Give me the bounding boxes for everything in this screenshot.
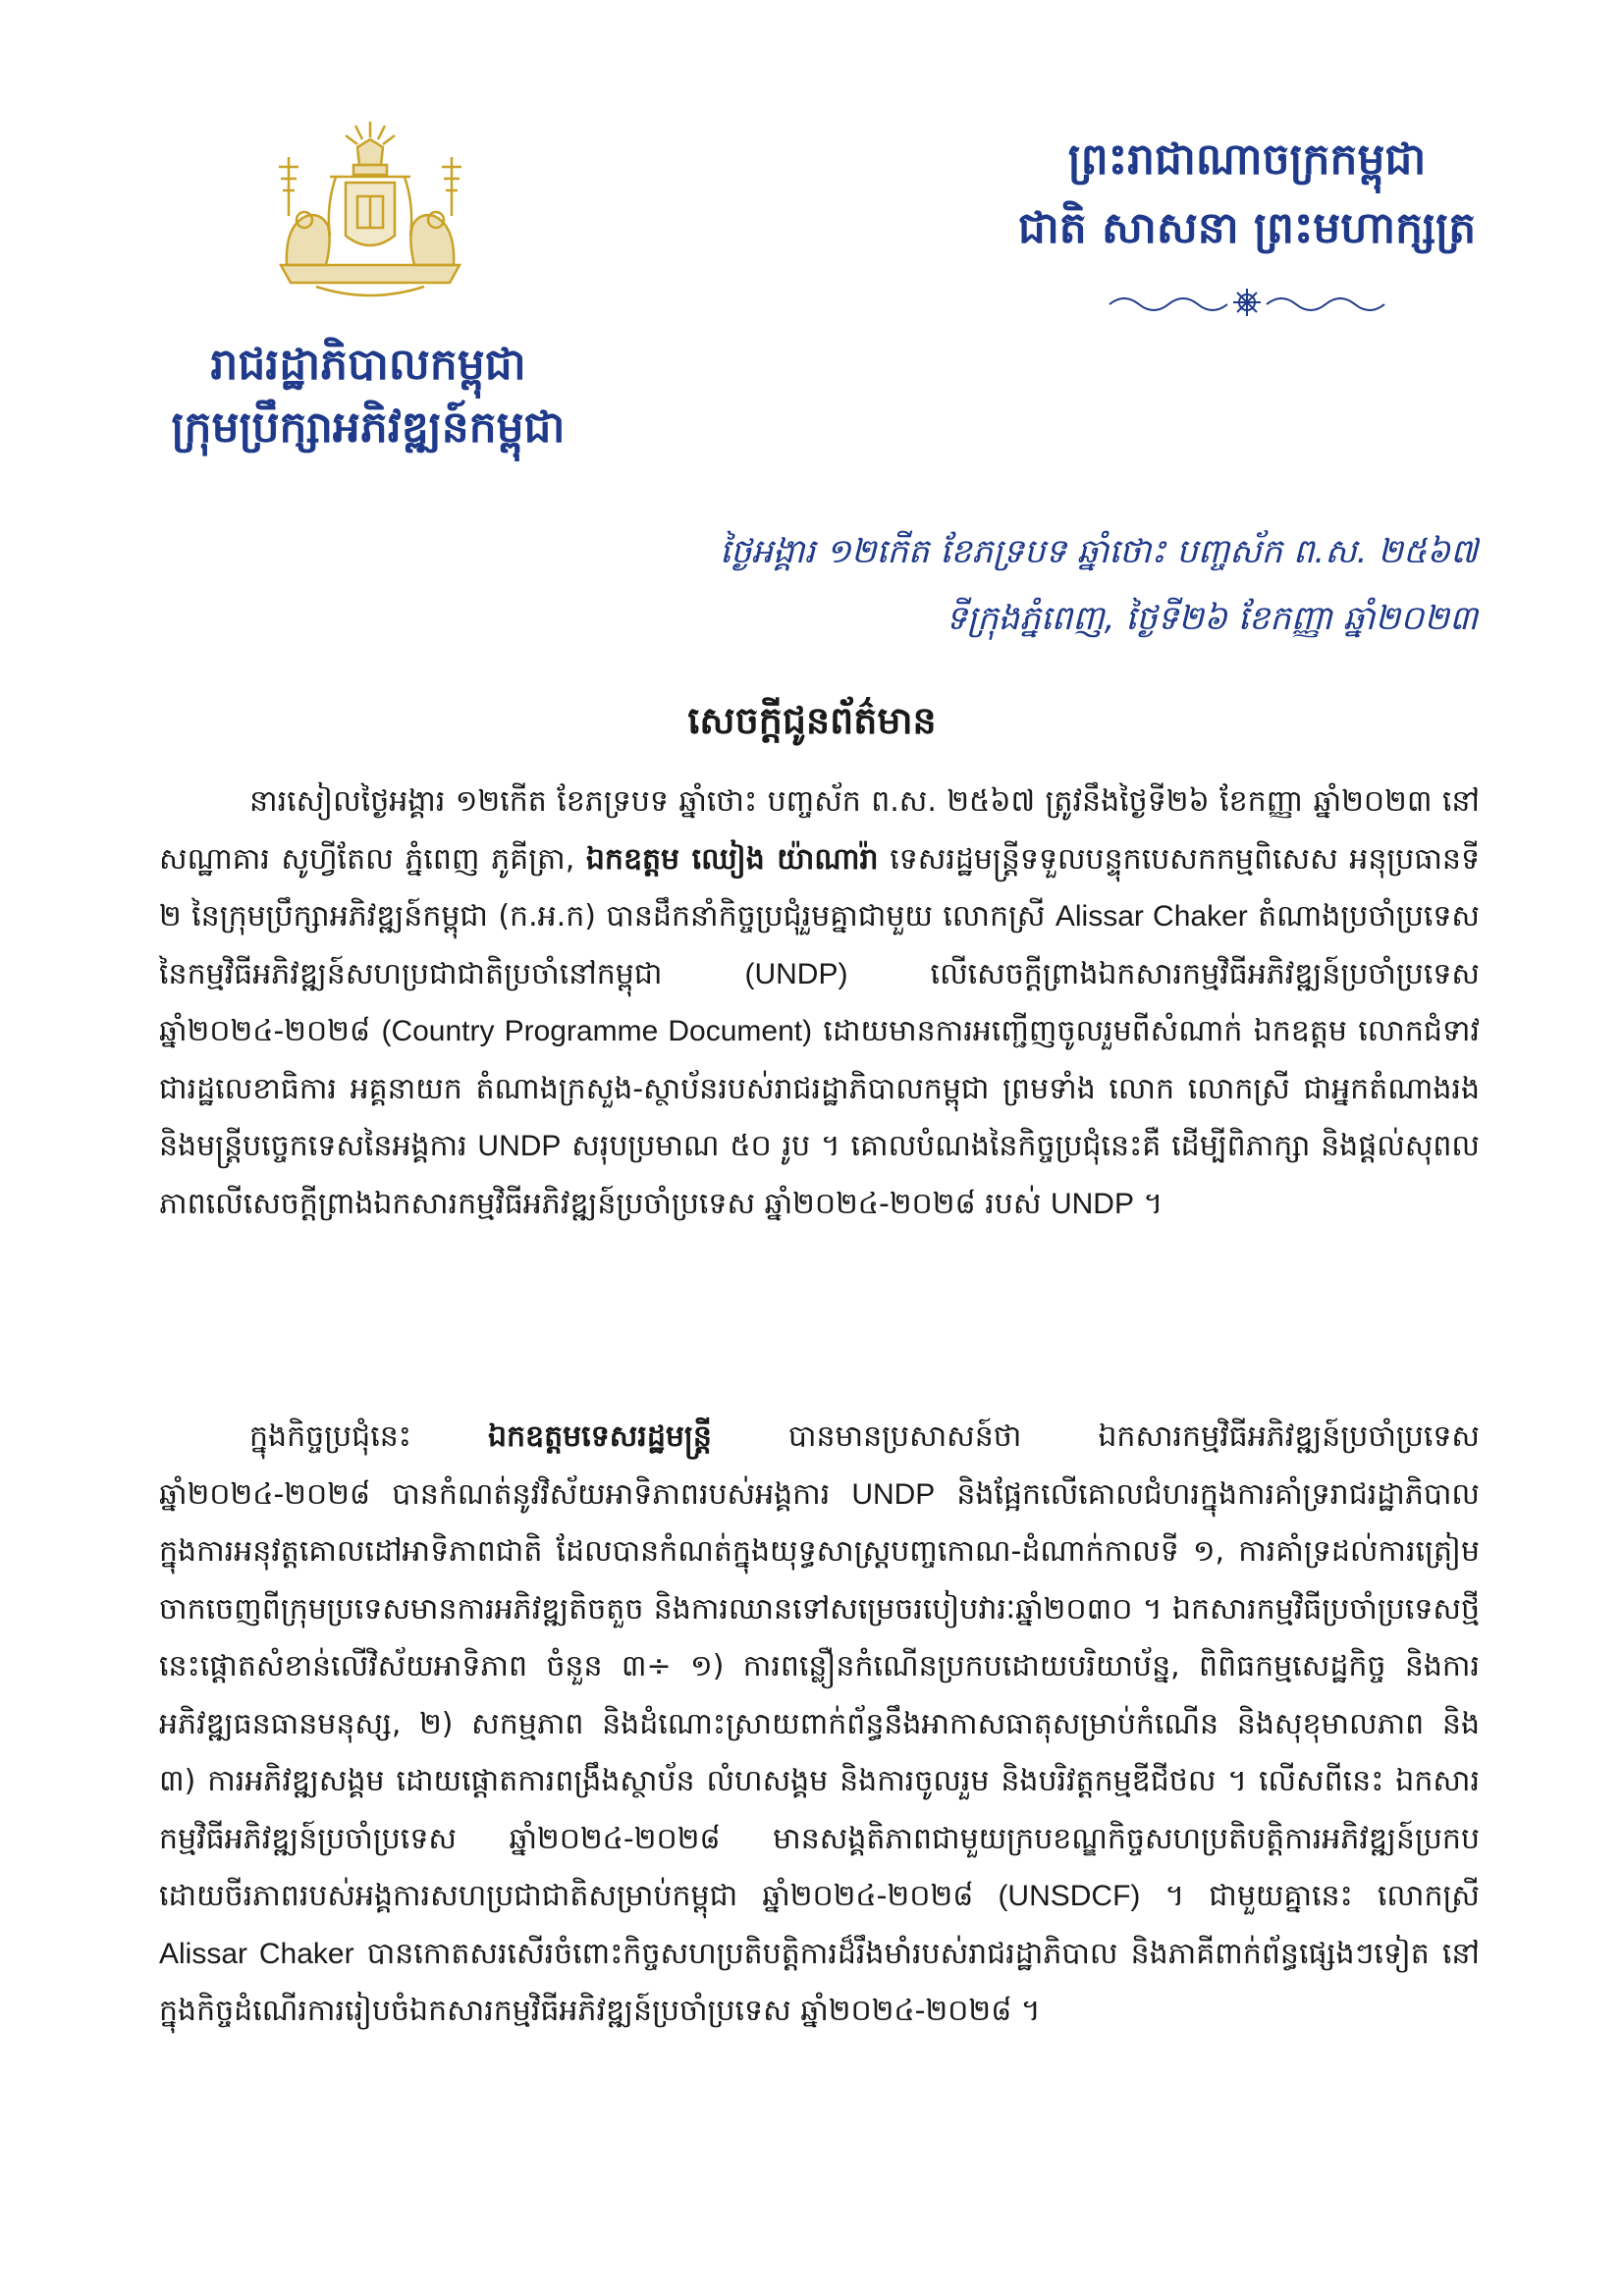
- p1-text-c: តំណាងប្រចាំប្រទេសនៃកម្មវិធីអភិវឌ្ឍន៍សហប្រជាជាតិប្រចាំនៅកម្ពុជា: [159, 899, 1480, 991]
- p1-text-a: នារសៀលថ្ងៃអង្គារ ១២កើត ខែភទ្របទ ឆ្នាំថោះ បញ្ចស័ក ព.ស. ២៥៦៧ ត្រូវនឹងថ្ងៃទី២៦ ខែកញ្ញា ឆ្នាំ២០២៣ នៅសណ្ឋាគារ សូហ្វីតែល ភ្នំពេញ ភូគីត្រា,: [159, 784, 1480, 877]
- kingdom-heading: [972, 126, 1522, 263]
- paragraph-2: [159, 1409, 1480, 2041]
- document-title: សេចក្តីជូនព័ត៌មាន: [687, 699, 937, 742]
- lunar-date: ថ្ងៃអង្គារ ១២កើត ខែភទ្របទ ឆ្នាំថោះ បញ្ចស័ក ព.ស. ២៥៦៧: [720, 532, 1478, 571]
- p1-bold-name: ឯកឧត្តម ឈៀង យ៉ាណារ៉ា: [585, 841, 879, 877]
- ministry-heading: [147, 334, 589, 459]
- p2-text-d: ។ ជាមួយគ្នានេះ លោកស្រី: [1140, 1879, 1480, 1913]
- national-motto: ជាតិ សាសនា ព្រះមហាក្សត្រ: [1017, 203, 1477, 253]
- p2-text-e: បានកោតសរសើរចំពោះកិច្ចសហប្រតិបត្តិការដ៏រឹងមាំរបស់រាជរដ្ឋាភិបាល និងភាគីពាក់ព័ន្ធផ្សេងៗទៀត នៅក្នុងកិច្ចដំណើរការរៀបចំឯកសារកម្មវិធីអភិវឌ្ឍន៍ប្រចាំប្រទេស ឆ្នាំ២០២៤-២០២៨ ។: [159, 1936, 1480, 2028]
- p1-latin-undp-2: UNDP: [477, 1130, 562, 1162]
- p2-latin-unsdcf: (UNSDCF): [998, 1880, 1141, 1912]
- p2-latin-name: Alissar Chaker: [159, 1937, 354, 1970]
- royal-coat-of-arms-emblem: [267, 118, 473, 314]
- p1-text-d: លើសេចក្តីព្រាងឯកសារកម្មវិធីអភិវឌ្ឍន៍ប្រចាំប្រទេស ឆ្នាំ២០២៤-២០២៨: [159, 956, 1480, 1048]
- p1-text-f: សរុបប្រមាណ ៥០ រូប ។ គោលបំណងនៃកិច្ចប្រជុំនេះគឺ ដើម្បីពិភាក្សា និងផ្តល់សុពលភាពលើសេចក្តីព្រាងឯកសារកម្មវិធីអភិវឌ្ឍន៍ប្រចាំប្រទេស ឆ្នាំ២០២៤-២០២៨ របស់: [159, 1129, 1480, 1221]
- p1-latin-name: Alissar Chaker: [1055, 900, 1248, 933]
- p2-bold-title: ឯកឧត្តមទេសរដ្ឋមន្ត្រី: [487, 1419, 712, 1454]
- p2-text-c: និងផ្អែកលើគោលជំហរក្នុងការគាំទ្ររាជរដ្ឋាភិបាលក្នុងការអនុវត្តគោលដៅអាទិភាពជាតិ ដែលបានកំណត់ក្នុងយុទ្ធសាស្ត្របញ្ចកោណ-ដំណាក់កាលទី ១, ការគាំទ្រដល់ការត្រៀមចាកចេញពីក្រុមប្រទេសមានការអភិវឌ្ឍតិចតួច និងការឈានទៅសម្រេចរបៀបវារៈឆ្នាំ២០៣០ ។ ឯកសារកម្មវិធីប្រចាំប្រទេសថ្មីនេះផ្តោតសំខាន់លើវិស័យអាទិភាព ចំនួន ៣÷ ១) ការពន្លឿនកំណើនប្រកបដោយបរិយាប័ន្ន, ពិពិធកម្មសេដ្ឋកិច្ច និងការអភិវឌ្ឍធនធានមនុស្ស, ២) សកម្មភាព និងដំណោះស្រាយពាក់ព័ន្ធនឹងអាកាសធាតុសម្រាប់កំណើន និងសុខុមាលភាព និង ៣) ការអភិវឌ្ឍសង្គម ដោយផ្តោតការពង្រឹងស្ថាប័ន លំហសង្គម និងការចូលរួម និងបរិវត្តកម្មឌីជីថល ។ លើសពីនេះ ឯកសារកម្មវិធីអភិវឌ្ឍន៍ប្រចាំប្រទេស ឆ្នាំ២០២៤-២០២៨ មានសង្គតិភាពជាមួយក្របខណ្ឌកិច្ចសហប្រតិបត្តិការអភិវឌ្ឍន៍ប្រកបដោយចីរភាពរបស់អង្គការសហប្រជាជាតិសម្រាប់កម្ពុជា ឆ្នាំ២០២៤-២០២៨: [159, 1476, 1480, 1913]
- solar-date: ទីក្រុងភ្នំពេញ, ថ្ងៃទី២៦ ខែកញ្ញា ឆ្នាំ២០២៣: [946, 599, 1478, 638]
- p1-latin-cpd: (Country Programme Document): [381, 1015, 813, 1047]
- p1-latin-undp-3: UNDP: [1050, 1187, 1134, 1220]
- p1-latin-undp: (UNDP): [744, 957, 848, 990]
- p1-text-g: ។: [1133, 1186, 1164, 1221]
- p1-text-b: ទេសរដ្ឋមន្ត្រីទទួលបន្ទុកបេសកកម្មពិសេស អនុប្រធានទី ២ នៃក្រុមប្រឹក្សាអភិវឌ្ឍន៍កម្ពុជា (ក.អ.ក) បានដឹកនាំកិច្ចប្រជុំរួមគ្នាជាមួយ លោកស្រី: [159, 841, 1480, 934]
- kingdom-name: ព្រះរាជាណាចក្រកម្ពុជា: [1067, 134, 1427, 185]
- council-name: ក្រុមប្រឹក្សាអភិវឌ្ឍន៍កម្ពុជា: [171, 402, 566, 453]
- p2-latin-undp: UNDP: [851, 1477, 936, 1511]
- date-block: [589, 518, 1478, 652]
- decorative-divider-ornament: [1100, 283, 1394, 322]
- government-name: រាជរដ្ឋាភិបាលកម្ពុជា: [210, 340, 526, 390]
- p2-text-a: ក្នុងកិច្ចប្រជុំនេះ: [249, 1419, 488, 1454]
- p2-text-b: បានមានប្រសាសន៍ថា ឯកសារកម្មវិធីអភិវឌ្ឍន៍ប្រចាំប្រទេស ឆ្នាំ២០២៤-២០២៨ បានកំណត់នូវវិស័យអាទិភាពរបស់អង្គការ: [159, 1419, 1480, 1512]
- p1-text-e: ដោយមានការអញ្ជើញចូលរួមពីសំណាក់ ឯកឧត្តម លោកជំទាវ ជារដ្ឋលេខាធិការ អគ្គនាយក តំណាងក្រសួង-ស្ថាប័នរបស់រាជរដ្ឋាភិបាលកម្ពុជា ព្រមទាំង លោក លោកស្រី ជាអ្នកតំណាងរង និងមន្ត្រីបច្ចេកទេសនៃអង្គការ: [159, 1014, 1480, 1163]
- paragraph-1: [159, 774, 1480, 1233]
